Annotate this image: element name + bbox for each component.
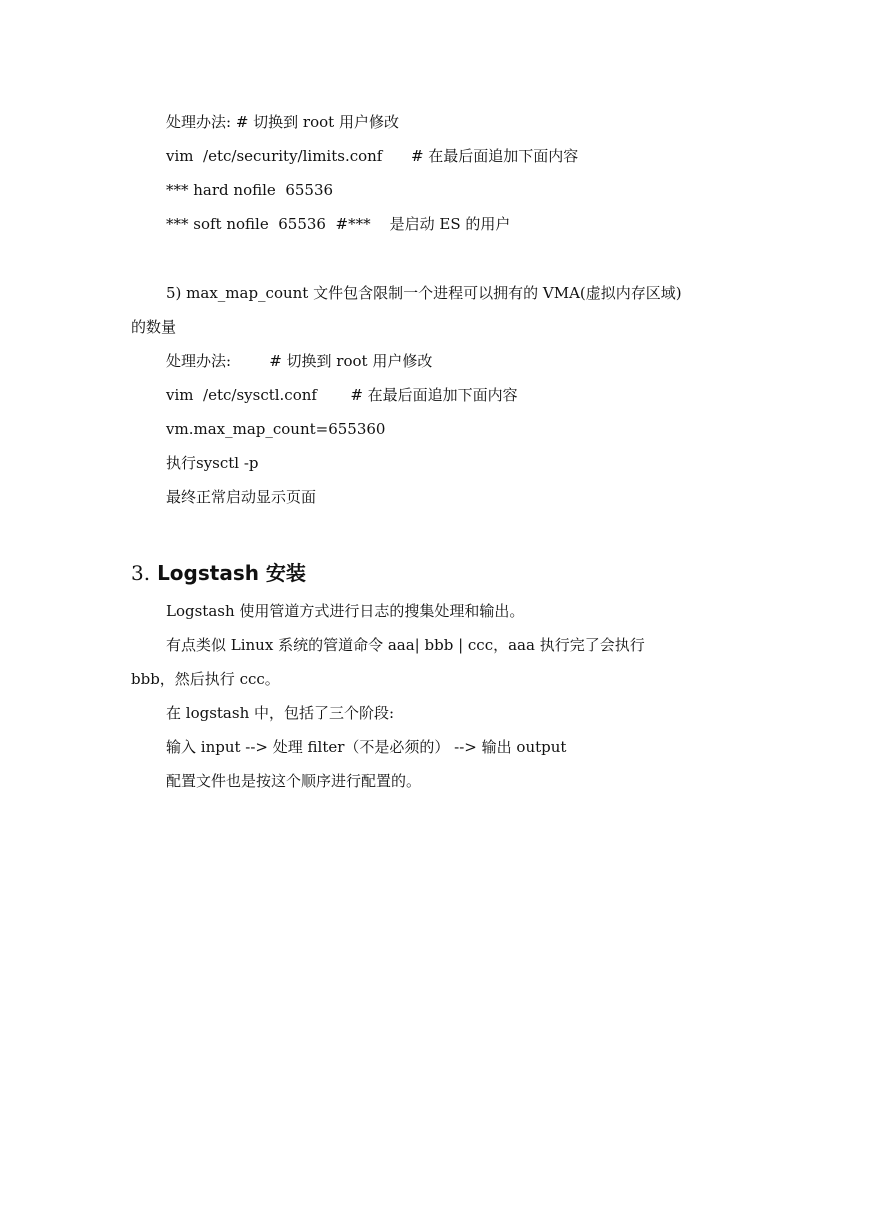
logstash-paragraph-2-continuation: bbb，然后执行 ccc。 (131, 670, 280, 688)
max-map-count-item-continuation: 的数量 (131, 318, 177, 336)
es-limits-line-1: 处理办法: # 切换到 root 用户修改 (166, 113, 399, 131)
es-limits-line-2: vim /etc/security/limits.conf # 在最后面追加下面内容 (166, 147, 579, 165)
logstash-paragraph-1: Logstash 使用管道方式进行日志的搜集处理和输出。 (166, 602, 525, 620)
logstash-paragraph-2: 有点类似 Linux 系统的管道命令 aaa| bbb | ccc，aaa 执行完了会执行 (166, 636, 645, 654)
es-limits-line-4: *** soft nofile 65536 #*** 是启动 ES 的用户 (166, 215, 511, 233)
logstash-heading-title: Logstash 安装 (157, 561, 306, 585)
max-map-count-line-1: 处理办法: # 切换到 root 用户修改 (166, 352, 433, 370)
max-map-count-line-4: 执行sysctl -p (166, 454, 259, 472)
logstash-paragraph-3: 在 logstash 中，包括了三个阶段: (166, 704, 395, 722)
logstash-heading (131, 560, 306, 586)
logstash-heading-number: 3. (131, 561, 151, 585)
max-map-count-line-5: 最终正常启动显示页面 (166, 488, 317, 506)
max-map-count-line-3: vm.max_map_count=655360 (166, 420, 386, 438)
max-map-count-item: 5) max_map_count 文件包含限制一个进程可以拥有的 VMA(虚拟内存区域) (166, 284, 682, 302)
es-limits-line-3: *** hard nofile 65536 (166, 181, 334, 199)
logstash-paragraph-5: 配置文件也是按这个顺序进行配置的。 (166, 772, 422, 790)
logstash-pipeline-stages: 输入 input --> 处理 filter（不是必须的） --> 输出 output (166, 738, 567, 756)
max-map-count-line-2: vim /etc/sysctl.conf # 在最后面追加下面内容 (166, 386, 518, 404)
